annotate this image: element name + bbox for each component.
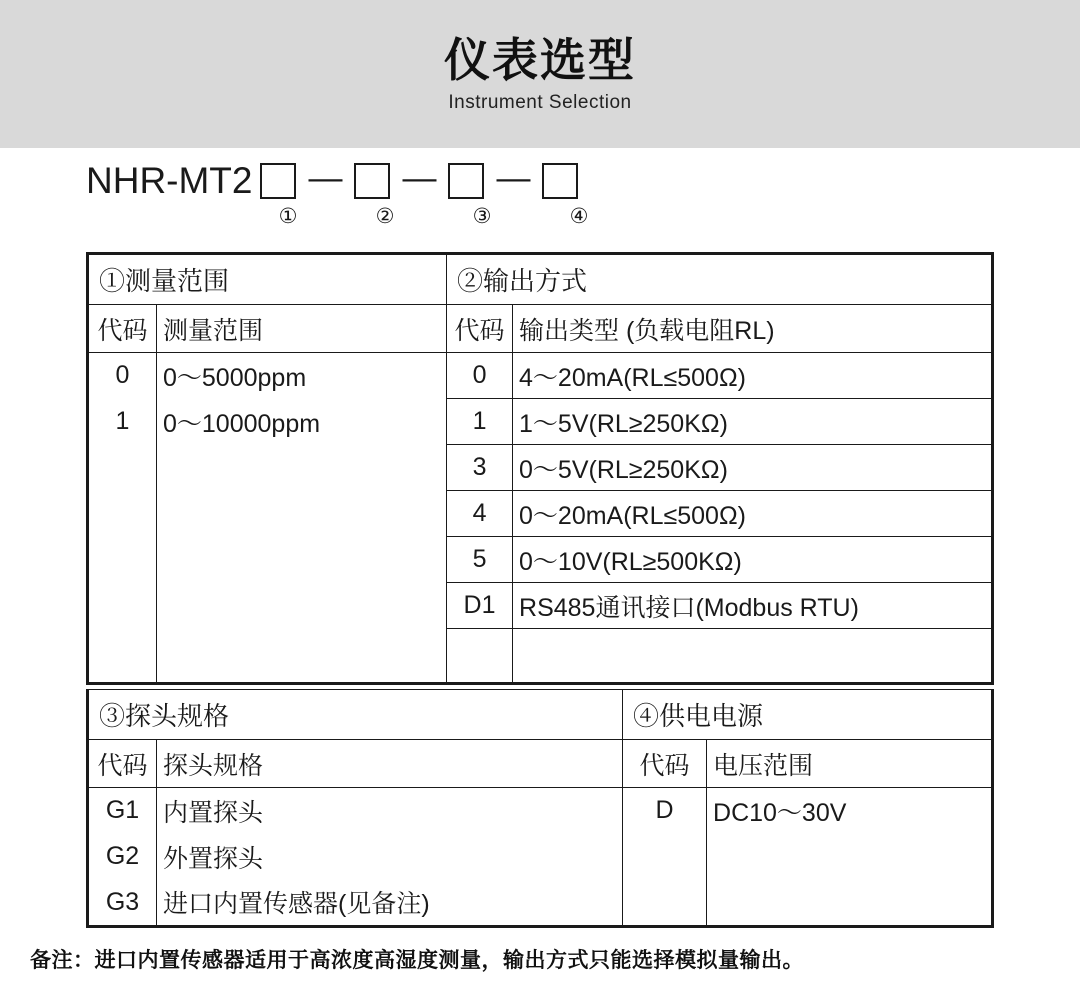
marker-3: ③: [472, 205, 492, 228]
dash-3: —: [496, 159, 531, 197]
output-desc-2: 0～5V(RL≥250KΩ): [513, 445, 992, 491]
range-desc-0: 0～5000ppm: [157, 353, 447, 399]
col-header-probe-desc: 探头规格: [157, 740, 623, 788]
table-row: [89, 305, 992, 353]
range-filler-j: [157, 629, 447, 683]
table-row: [89, 629, 992, 683]
code-box-1[interactable]: [260, 163, 296, 199]
marker-2: ②: [375, 205, 395, 228]
selection-table-upper: [86, 252, 994, 685]
page-title: 仪表选型: [444, 33, 636, 86]
range-filler-a: [89, 445, 157, 491]
output-filler-a: [447, 629, 513, 683]
section-heading-probe: ③探头规格: [89, 690, 623, 740]
power-code-0: D: [623, 788, 707, 834]
model-marker-row: [86, 204, 609, 229]
range-desc-1: 0～10000ppm: [157, 399, 447, 445]
output-desc-3: 0～20mA(RL≤500Ω): [513, 491, 992, 537]
table-row: [89, 537, 992, 583]
col-header-range-code: 代码: [89, 305, 157, 353]
col-header-output-code: 代码: [447, 305, 513, 353]
col-header-range-desc: 测量范围: [157, 305, 447, 353]
range-filler-b: [157, 445, 447, 491]
table-row: [89, 255, 992, 305]
output-desc-4: 0～10V(RL≥500KΩ): [513, 537, 992, 583]
dash-1: —: [308, 159, 343, 197]
output-code-3: 4: [447, 491, 513, 537]
output-desc-0: 4～20mA(RL≤500Ω): [513, 353, 992, 399]
col-header-power-desc: 电压范围: [707, 740, 992, 788]
table-row: [89, 834, 992, 880]
output-code-1: 1: [447, 399, 513, 445]
table-row: [89, 880, 992, 926]
page-banner: [0, 0, 1080, 148]
power-filler-b: [707, 834, 992, 880]
table-row: [89, 740, 992, 788]
range-filler-h: [157, 583, 447, 629]
output-code-0: 0: [447, 353, 513, 399]
power-filler-c: [623, 880, 707, 926]
section-heading-output: ②输出方式: [447, 255, 992, 305]
output-code-4: 5: [447, 537, 513, 583]
section-heading-power: ④供电电源: [623, 690, 992, 740]
output-code-5: D1: [447, 583, 513, 629]
power-filler-d: [707, 880, 992, 926]
probe-desc-0: 内置探头: [157, 788, 623, 834]
probe-code-0: G1: [89, 788, 157, 834]
footnote: 备注：进口内置传感器适用于高浓度高湿度测量，输出方式只能选择模拟量输出。: [30, 949, 804, 972]
range-code-1: 1: [89, 399, 157, 445]
range-filler-c: [89, 491, 157, 537]
range-code-0: 0: [89, 353, 157, 399]
selection-table-lower: [86, 689, 994, 928]
code-box-3[interactable]: [448, 163, 484, 199]
power-filler-a: [623, 834, 707, 880]
model-code-diagram: [0, 148, 1080, 248]
output-desc-1: 1～5V(RL≥250KΩ): [513, 399, 992, 445]
dash-2: —: [402, 159, 437, 197]
col-header-probe-code: 代码: [89, 740, 157, 788]
table-probe-power: [88, 689, 992, 926]
output-desc-5: RS485通讯接口(Modbus RTU): [513, 583, 992, 629]
power-desc-0: DC10～30V: [707, 788, 992, 834]
table-range-output: [88, 254, 992, 683]
table-row: [89, 788, 992, 834]
col-header-power-code: 代码: [623, 740, 707, 788]
table-row: [89, 445, 992, 491]
range-filler-d: [157, 491, 447, 537]
table-row: [89, 583, 992, 629]
marker-1: ①: [278, 205, 298, 228]
code-box-4[interactable]: [542, 163, 578, 199]
probe-code-1: G2: [89, 834, 157, 880]
probe-desc-1: 外置探头: [157, 834, 623, 880]
marker-4: ④: [569, 205, 589, 228]
section-heading-range: ①测量范围: [89, 255, 447, 305]
model-code-row: [86, 160, 578, 202]
range-filler-i: [89, 629, 157, 683]
table-row: [89, 399, 992, 445]
model-prefix: NHR-MT2: [86, 160, 253, 201]
range-filler-g: [89, 583, 157, 629]
table-row: [89, 353, 992, 399]
table-row: [89, 690, 992, 740]
output-filler-b: [513, 629, 992, 683]
range-filler-f: [157, 537, 447, 583]
probe-code-2: G3: [89, 880, 157, 926]
table-row: [89, 491, 992, 537]
page-subtitle: Instrument Selection: [448, 92, 632, 114]
code-box-2[interactable]: [354, 163, 390, 199]
range-filler-e: [89, 537, 157, 583]
col-header-output-desc: 输出类型 (负载电阻RL): [513, 305, 992, 353]
probe-desc-2: 进口内置传感器(见备注): [157, 880, 623, 926]
output-code-2: 3: [447, 445, 513, 491]
